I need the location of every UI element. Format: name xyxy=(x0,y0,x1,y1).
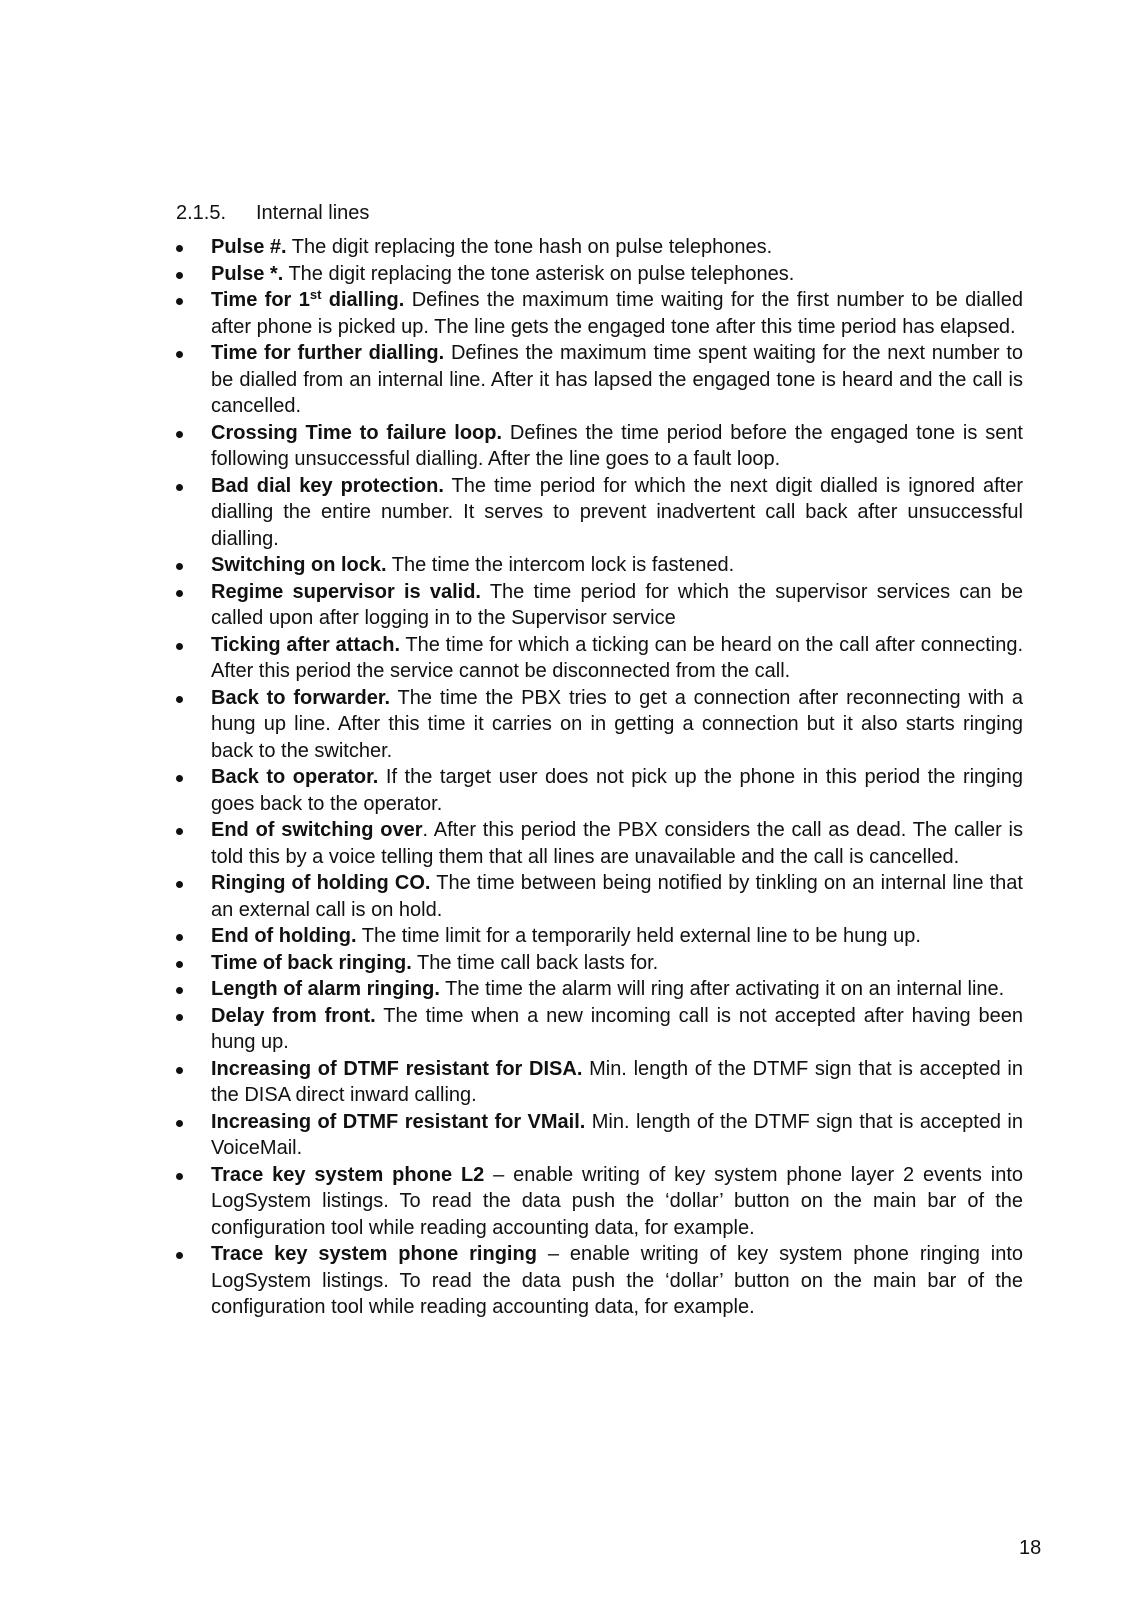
item-term: Length of alarm ringing. xyxy=(211,978,440,1000)
list-item xyxy=(176,976,1023,1003)
bullet-icon xyxy=(176,1173,183,1180)
item-description: The time period for which the next digit dialled is ignored after dialling the entire number. It serves to prevent inadvertent call back after unsuccessful dialling. xyxy=(211,474,1024,550)
item-term: Delay from front. xyxy=(211,1004,376,1027)
list-item xyxy=(176,685,1023,765)
bullet-icon xyxy=(176,881,183,888)
item-description: – enable writing of key system phone layer 2 events into LogSystem listings. To read the data push the ‘dollar’ button on the main bar of the configuration tool while reading accounting data, for example. xyxy=(211,1163,1023,1239)
item-term: Crossing Time to failure loop. xyxy=(211,421,503,444)
bullet-icon xyxy=(176,563,183,570)
section-title: Internal lines xyxy=(256,202,370,224)
bullet-icon xyxy=(176,828,183,835)
item-term: Regime supervisor is valid. xyxy=(211,580,481,603)
item-description: The digit replacing the tone hash on pulse telephones. xyxy=(286,236,773,258)
bullet-icon xyxy=(176,934,183,941)
item-description: The time the PBX tries to get a connection after reconnecting with a hung up line. After this time it carries on in getting a connection but it also starts ringing back to the switcher. xyxy=(211,686,1023,762)
bullet-icon xyxy=(176,351,183,358)
list-item xyxy=(176,1003,1023,1056)
item-description: Defines the maximum time waiting for the first number to be dialled after phone is picked up. The line gets the engaged tone after this time period has elapsed. xyxy=(211,289,1023,338)
item-description: – enable writing of key system phone ringing into LogSystem listings. To read the data push the ‘dollar’ button on the main bar of the configuration tool while reading accounting data, for example. xyxy=(211,1243,1023,1318)
list-item xyxy=(176,340,1023,420)
list-item xyxy=(176,1162,1023,1242)
item-term: Pulse #. xyxy=(211,236,287,258)
item-term: Back to operator. xyxy=(211,766,379,788)
bullet-icon xyxy=(176,431,183,438)
list-item xyxy=(176,1056,1023,1109)
bullet-icon xyxy=(176,987,183,994)
item-description: The time between being notified by tinkling on an internal line that an external call is on hold. xyxy=(211,872,1023,921)
item-description: The time the alarm will ring after activating it on an internal line. xyxy=(439,978,1005,1000)
list-item xyxy=(176,950,1023,977)
item-term: Trace key system phone L2 xyxy=(211,1163,485,1186)
list-item xyxy=(176,234,1023,261)
item-term: End of holding. xyxy=(211,925,357,947)
item-description: The time for which a ticking can be heard on the call after connecting. After this period the service cannot be disconnected from the call. xyxy=(211,633,1024,682)
list-item xyxy=(176,1241,1023,1321)
item-description: The time call back lasts for. xyxy=(411,951,659,974)
bullet-icon xyxy=(176,1014,183,1021)
section-heading xyxy=(176,200,369,226)
item-term: Bad dial key protection. xyxy=(211,474,444,497)
list-item xyxy=(176,817,1023,870)
list-item xyxy=(176,764,1023,817)
bullet-icon xyxy=(176,590,183,597)
parameter-list xyxy=(176,234,1023,1321)
item-description: The time period for which the supervisor services can be called upon after logging in to the Supervisor service xyxy=(211,580,1024,629)
list-item xyxy=(176,473,1023,553)
list-item xyxy=(176,261,1023,288)
list-item xyxy=(176,287,1023,340)
item-term: Increasing of DTMF resistant for DISA. xyxy=(211,1057,583,1080)
bullet-icon xyxy=(176,298,183,305)
bullet-icon xyxy=(176,245,183,252)
bullet-icon xyxy=(176,1252,183,1259)
item-term: Increasing of DTMF resistant for VMail. xyxy=(211,1110,586,1133)
item-term: Back to forwarder. xyxy=(211,686,391,709)
bullet-icon xyxy=(176,696,183,703)
item-description: Min. length of the DTMF sign that is accepted in VoiceMail. xyxy=(211,1110,1023,1159)
list-item xyxy=(176,632,1023,685)
bullet-icon xyxy=(176,775,183,782)
bullet-icon xyxy=(176,484,183,491)
item-description: Defines the time period before the engaged tone is sent following unsuccessful dialling. After the line goes to a fault loop. xyxy=(211,421,1023,470)
item-description: Defines the maximum time spent waiting for the next number to be dialled from an internal line. After it has lapsed the engaged tone is heard and the call is cancelled. xyxy=(211,342,1024,417)
list-item xyxy=(176,579,1023,632)
item-term: Time of back ringing. xyxy=(211,951,412,974)
item-description: . After this period the PBX considers the call as dead. The caller is told this by a voice telling them that all lines are unavailable and the call is cancelled. xyxy=(211,819,1023,868)
section-number: 2.1.5. xyxy=(176,202,227,224)
item-term: Time for further dialling. xyxy=(211,342,445,364)
item-description: Min. length of the DTMF sign that is accepted in the DISA direct inward calling. xyxy=(211,1057,1023,1106)
list-item xyxy=(176,420,1023,473)
item-term: End of switching over xyxy=(211,819,423,841)
list-item xyxy=(176,1109,1023,1162)
bullet-icon xyxy=(176,1120,183,1127)
list-item xyxy=(176,923,1023,950)
item-term: Ticking after attach. xyxy=(211,633,401,656)
item-term-pre: Time for 1 xyxy=(211,289,310,311)
item-description: The time limit for a temporarily held external line to be hung up. xyxy=(356,925,921,947)
bullet-icon xyxy=(176,1067,183,1074)
item-description: If the target user does not pick up the phone in this period the ringing goes back to the operator. xyxy=(211,766,1023,815)
list-item xyxy=(176,552,1023,579)
item-term-post: dialling. xyxy=(321,289,405,311)
bullet-icon xyxy=(176,961,183,968)
item-term: Trace key system phone ringing xyxy=(211,1243,537,1265)
item-term: Ringing of holding CO. xyxy=(211,872,431,894)
item-term: Switching on lock. xyxy=(211,554,387,576)
bullet-icon xyxy=(176,643,183,650)
item-term xyxy=(211,286,405,311)
bullet-icon xyxy=(176,272,183,279)
item-description: The time the intercom lock is fastened. xyxy=(386,554,735,576)
item-description: The digit replacing the tone asterisk on pulse telephones. xyxy=(283,262,795,285)
item-term: Pulse *. xyxy=(211,262,284,285)
item-term-superscript: st xyxy=(309,286,322,302)
list-item xyxy=(176,870,1023,923)
item-description: The time when a new incoming call is not accepted after having been hung up. xyxy=(211,1004,1023,1053)
page-number: 18 xyxy=(1019,1537,1042,1559)
